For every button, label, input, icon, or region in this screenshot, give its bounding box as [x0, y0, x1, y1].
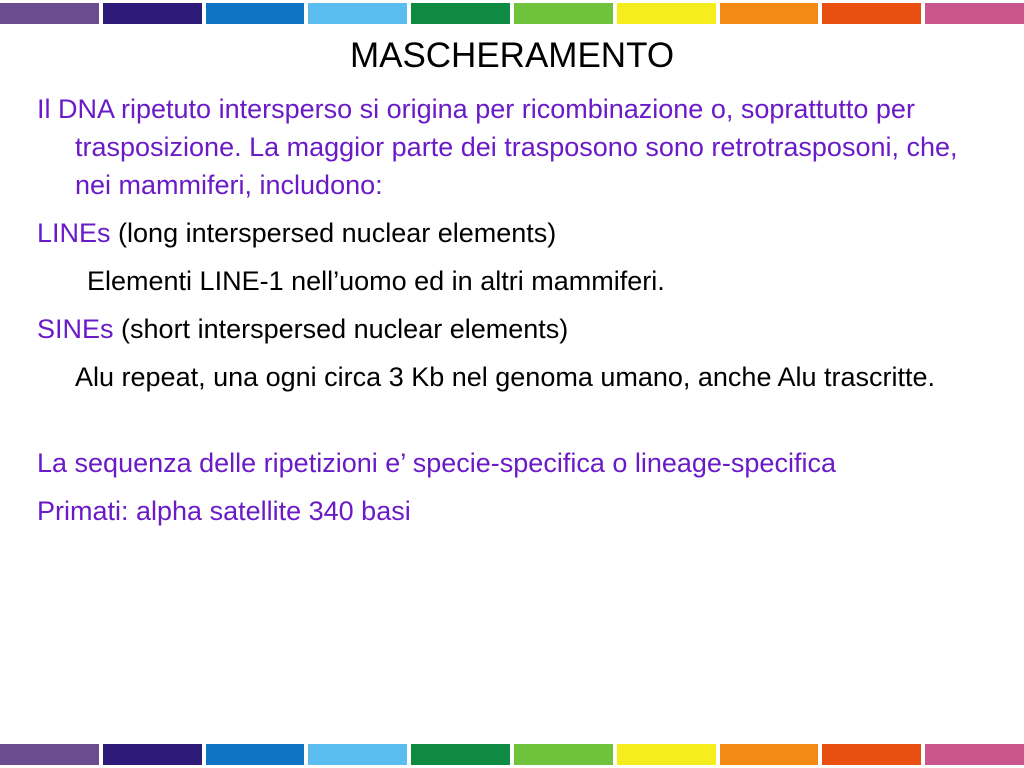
- color-bar-segment: [514, 3, 613, 24]
- color-bar-segment: [308, 3, 407, 24]
- color-bar-segment: [617, 744, 716, 765]
- bottom-color-bar: [0, 744, 1024, 765]
- color-bar-segment: [822, 3, 921, 24]
- color-bar-segment: [514, 744, 613, 765]
- color-bar-segment: [720, 3, 819, 24]
- color-bar-segment: [925, 744, 1024, 765]
- lines-term: LINEs: [37, 218, 111, 248]
- color-bar-segment: [0, 744, 99, 765]
- color-bar-segment: [411, 744, 510, 765]
- lines-definition: (long interspersed nuclear elements): [118, 218, 557, 248]
- top-color-bar: [0, 3, 1024, 24]
- primates-paragraph: Primati: alpha satellite 340 basi: [37, 496, 411, 526]
- color-bar-segment: [411, 3, 510, 24]
- lines-heading: [37, 214, 987, 252]
- slide-body: [37, 90, 987, 530]
- sines-heading: [37, 310, 987, 348]
- sines-definition: (short interspersed nuclear elements): [121, 314, 569, 344]
- sines-term: SINEs: [37, 314, 114, 344]
- sines-example: Alu repeat, una ogni circa 3 Kb nel genoma umano, anche Alu trascritte.: [75, 362, 936, 392]
- color-bar-segment: [822, 744, 921, 765]
- color-bar-segment: [103, 744, 202, 765]
- color-bar-segment: [0, 3, 99, 24]
- species-paragraph: La sequenza delle ripetizioni e’ specie-specifica o lineage-specifica: [37, 448, 836, 478]
- color-bar-segment: [925, 3, 1024, 24]
- lines-example: Elementi LINE-1 nell’uomo ed in altri mammiferi.: [87, 266, 665, 296]
- color-bar-segment: [617, 3, 716, 24]
- color-bar-segment: [308, 744, 407, 765]
- color-bar-segment: [103, 3, 202, 24]
- color-bar-segment: [206, 3, 305, 24]
- intro-paragraph: Il DNA ripetuto intersperso si origina per ricombinazione o, soprattutto per trasposizione. La maggior parte dei trasposono sono retrotrasposoni, che, nei mammiferi, includono:: [37, 94, 958, 200]
- color-bar-segment: [206, 744, 305, 765]
- slide-title: MASCHERAMENTO: [349, 36, 675, 75]
- color-bar-segment: [720, 744, 819, 765]
